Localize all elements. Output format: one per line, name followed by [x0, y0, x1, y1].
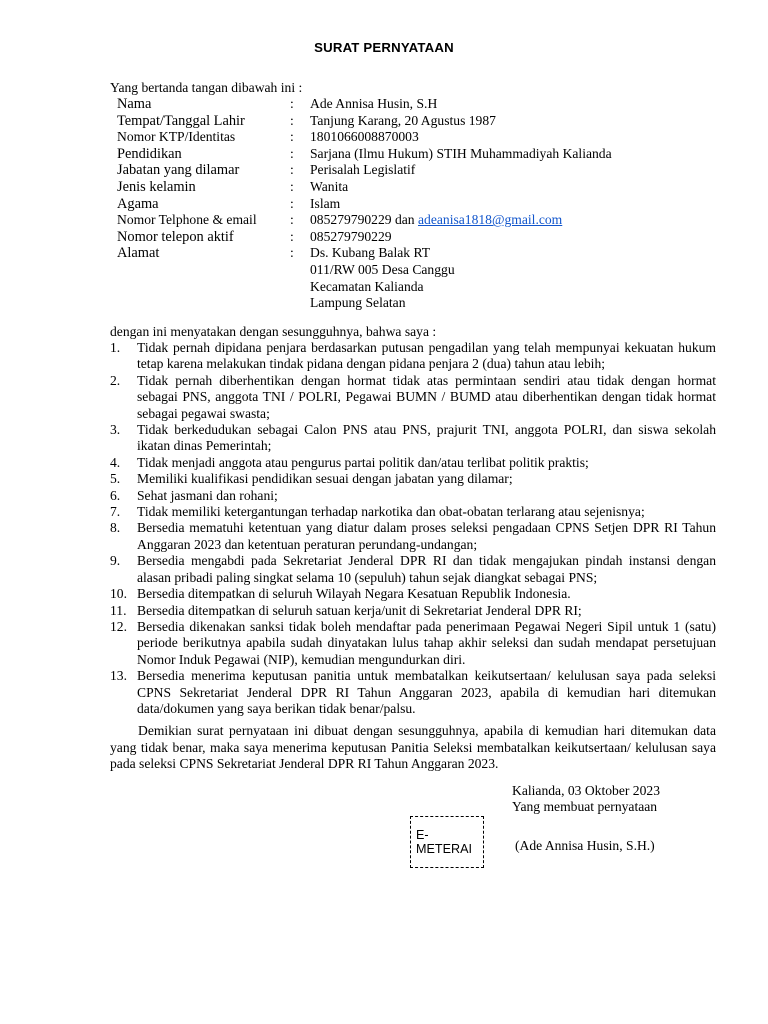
identity-colon: : [290, 245, 294, 261]
statement-list [110, 340, 716, 717]
address-line: Ds. Kubang Balak RT [310, 245, 431, 261]
item-text: Tidak pernah dipidana penjara berdasarkan putusan pengadilan yang telah mempunyai kekuatan hukum tetap karena melakukan tindak pidana dengan pidana penjara 2 (dua) tahun atau lebih; [137, 340, 716, 372]
document-title: SURAT PERNYATAAN [314, 40, 454, 55]
identity-value: 1801066008870003 [310, 129, 419, 145]
identity-label: Jabatan yang dilamar [117, 162, 240, 179]
identity-colon: : [290, 178, 294, 194]
identity-colon: : [290, 129, 294, 145]
identity-row [117, 229, 612, 246]
closing-paragraph: Demikian surat pernyataan ini dibuat dengan sesungguhnya, apabila di kemudian hari ditemukan data yang tidak benar, maka saya menerima keputusan Panitia Seleksi membatalkan keikutsertaan/ kelulusan saya pada seleksi CPNS Sekretariat Jenderal DPR RI Tahun Anggaran 2023. [110, 723, 716, 772]
identity-row-address [117, 245, 612, 311]
identity-colon: : [290, 228, 294, 244]
item-number: 13. [110, 668, 127, 684]
item-text: Tidak berkedudukan sebagai Calon PNS atau PNS, prajurit TNI, anggota POLRI, dan siswa sekolah ikatan dinas Pemerintah; [137, 422, 716, 454]
intro-text: Yang bertanda tangan dibawah ini : [110, 80, 303, 95]
identity-row [117, 113, 612, 130]
identity-value: Wanita [310, 178, 349, 194]
identity-colon: : [290, 195, 294, 211]
identity-row [117, 212, 612, 229]
item-number: 7. [110, 504, 121, 520]
item-text: Bersedia mematuhi ketentuan yang diatur dalam proses seleksi pengadaan CPNS Setjen DPR RI Tahun Anggaran 2023 dan ketentuan peraturan perundang-undangan; [137, 520, 716, 552]
identity-row [117, 196, 612, 213]
item-number: 3. [110, 422, 121, 438]
item-number: 2. [110, 372, 121, 388]
identity-value [310, 212, 562, 229]
item-number: 9. [110, 553, 121, 569]
identity-colon: : [290, 212, 294, 228]
email-link[interactable]: adeanisa1818@gmail.com [418, 212, 563, 228]
identity-label: Agama [117, 195, 159, 212]
item-text: Bersedia ditempatkan di seluruh Wilayah Negara Kesatuan Republik Indonesia. [137, 586, 571, 602]
item-text: Tidak memiliki ketergantungan terhadap narkotika dan obat-obatan terlarang atau sejenisnya; [137, 504, 645, 520]
maker-label: Yang membuat pernyataan [512, 799, 658, 814]
list-item [110, 471, 716, 487]
identity-label: Pendidikan [117, 145, 182, 162]
list-item [110, 586, 716, 602]
item-text: Sehat jasmani dan rohani; [137, 487, 278, 503]
phone-value: 085279790229 dan [310, 212, 418, 228]
e-meterai-box: E-METERAI [410, 816, 484, 868]
identity-colon: : [290, 162, 294, 178]
identity-colon: : [290, 145, 294, 161]
address-line: Lampung Selatan [310, 295, 406, 311]
item-text: Bersedia mengabdi pada Sekretariat Jenderal DPR RI dan tidak mengajukan pindah instansi dengan alasan pribadi paling singkat selama 10 (sepuluh) tahun sejak diangkat sebagai PNS; [137, 553, 716, 585]
identity-value: Tanjung Karang, 20 Agustus 1987 [310, 112, 496, 128]
identity-value: Ade Annisa Husin, S.H [310, 96, 438, 111]
identity-table [117, 96, 612, 312]
list-item [110, 340, 716, 373]
list-item [110, 373, 716, 422]
item-number: 11. [110, 602, 127, 618]
item-number: 12. [110, 618, 127, 634]
identity-row [117, 96, 612, 113]
list-item [110, 488, 716, 504]
identity-value: Islam [310, 195, 341, 211]
list-item [110, 668, 716, 717]
item-number: 1. [110, 340, 121, 355]
place-date: Kalianda, 03 Oktober 2023 [512, 783, 660, 798]
identity-label: Tempat/Tanggal Lahir [117, 112, 245, 129]
identity-row [117, 179, 612, 196]
identity-row [117, 162, 612, 179]
list-item [110, 520, 716, 553]
identity-label: Jenis kelamin [117, 178, 196, 195]
identity-row [117, 146, 612, 163]
identity-colon: : [290, 96, 294, 111]
list-item [110, 504, 716, 520]
list-item [110, 603, 716, 619]
item-number: 4. [110, 454, 121, 470]
identity-label: Nomor KTP/Identitas [117, 129, 236, 145]
identity-value: 085279790229 [310, 228, 392, 244]
item-text: Bersedia dikenakan sanksi tidak boleh mendaftar pada penerimaan Pegawai Negeri Sipil untuk 1 (satu) periode berikutnya apabila sudah dinyatakan lulus tahap akhir seleksi dan sudah mendapat persetujuan Nomor Induk Pegawai (NIP), kemudian mengundurkan diri. [137, 618, 716, 667]
item-number: 10. [110, 586, 127, 602]
identity-label: Nomor telepon aktif [117, 228, 234, 245]
statement-intro: dengan ini menyatakan dengan sesungguhnya, bahwa saya : [110, 324, 437, 339]
list-item [110, 422, 716, 455]
identity-colon: : [290, 112, 294, 128]
item-text: Bersedia ditempatkan di seluruh satuan kerja/unit di Sekretariat Jenderal DPR RI; [137, 602, 582, 618]
item-number: 5. [110, 471, 121, 487]
identity-value: Perisalah Legislatif [310, 162, 416, 178]
item-text: Bersedia menerima keputusan panitia untuk membatalkan keikutsertaan/ kelulusan saya pada seleksi CPNS Sekretariat Jenderal DPR RI Tahun Anggaran 2023, apabila di kemudian hari ditemukan data/dokumen yang saya berikan tidak benar/palsu. [137, 668, 716, 716]
identity-label: Alamat [117, 245, 160, 262]
item-number: 6. [110, 487, 121, 503]
identity-value: Sarjana (Ilmu Hukum) STIH Muhammadiyah Kalianda [310, 145, 612, 161]
list-item [110, 455, 716, 471]
address-line: Kecamatan Kalianda [310, 278, 424, 294]
identity-row [117, 129, 612, 146]
list-item [110, 553, 716, 586]
address-value [310, 245, 455, 311]
item-text: Tidak pernah diberhentikan dengan hormat tidak atas permintaan sendiri atau tidak dengan hormat sebagai PNS, anggota TNI / POLRI, Pegawai BUMN / BUMD atau diberhentikan dengan tidak hormat sebagai pegawai swasta; [137, 372, 716, 421]
list-item [110, 619, 716, 668]
item-text: Tidak menjadi anggota atau pengurus partai politik dan/atau terlibat politik praktis; [137, 454, 589, 470]
identity-label: Nomor Telphone & email [117, 212, 257, 228]
item-number: 8. [110, 520, 121, 536]
identity-label: Nama [117, 96, 152, 112]
signer-name: (Ade Annisa Husin, S.H.) [515, 838, 655, 853]
address-line: 011/RW 005 Desa Canggu [310, 261, 455, 277]
item-text: Memiliki kualifikasi pendidikan sesuai dengan jabatan yang dilamar; [137, 471, 513, 487]
